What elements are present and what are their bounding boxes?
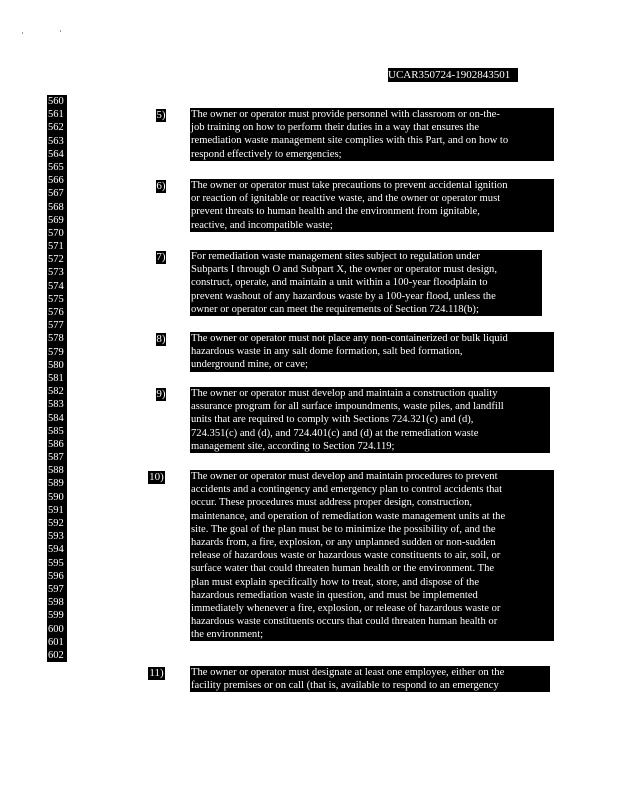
line-number: 595 [48, 557, 64, 569]
line-number: 572 [48, 254, 64, 266]
line-number: 573 [48, 267, 64, 279]
line-number-column [47, 95, 67, 662]
line-number: 576 [48, 307, 64, 318]
line-number: 590 [48, 491, 64, 503]
line-number: 563 [48, 135, 64, 147]
paragraph-line: management site, according to Section 724.119; [191, 440, 395, 452]
line-number: 560 [48, 96, 64, 107]
paragraph-line: hazardous waste constituents occurs that could threaten human health or [191, 616, 498, 628]
paragraph-line: assurance program for all surface impoundments, waste piles, and landfill [191, 401, 504, 413]
paragraph-line: remediation waste management site complies with this Part, and on how to [191, 135, 509, 147]
line-number: 600 [48, 623, 64, 635]
paragraph-line: release of hazardous waste or hazardous waste constituents to air, soil, or [191, 550, 501, 562]
item-paragraph [190, 250, 542, 316]
line-number: 571 [48, 241, 64, 253]
line-number: 564 [48, 148, 64, 160]
line-number: 566 [48, 175, 64, 187]
item-paragraph [190, 179, 554, 232]
line-number: 586 [48, 438, 64, 450]
line-number: 574 [48, 280, 64, 292]
paragraph-line: plan must explain specifically how to treat, store, and dispose of the [191, 576, 480, 588]
paragraph-line: owner or operator can meet the requirements of Section 724.118(b); [191, 303, 479, 315]
paragraph-line: hazardous remediation waste in question, and must be implemented [191, 589, 478, 601]
line-number: 568 [48, 201, 64, 213]
item-paragraph [190, 108, 554, 161]
paragraph-line: the environment; [191, 629, 264, 641]
item-paragraph [190, 470, 554, 641]
line-number: 598 [48, 597, 64, 609]
line-number: 594 [48, 544, 64, 556]
paragraph-line: hazards from, a fire, explosion, or any unplanned sudden or non-sudden [191, 536, 496, 548]
line-number: 593 [48, 531, 64, 543]
line-number: 585 [48, 425, 64, 437]
line-number: 589 [48, 478, 64, 490]
line-number: 561 [48, 109, 64, 121]
paragraph-line: For remediation waste management sites subject to regulation under [191, 251, 480, 262]
paragraph-line: The owner or operator must not place any non-containerized or bulk liquid [191, 333, 508, 344]
item-number: 9) [156, 388, 166, 400]
paragraph-line: occur. These procedures must address proper design, construction, [191, 497, 473, 509]
line-number: 567 [48, 188, 64, 200]
line-number: 582 [48, 386, 64, 398]
line-number: 562 [48, 122, 64, 134]
item-number: 7) [156, 251, 166, 263]
line-number: 580 [48, 359, 64, 371]
line-number: 596 [48, 570, 64, 582]
item-number: 11) [149, 667, 164, 679]
paragraph-line: The owner or operator must take precautions to prevent accidental ignition [191, 180, 508, 191]
paragraph-line: or reaction of ignitable or reactive waste, and the owner or operator must [191, 193, 501, 205]
line-number: 565 [48, 161, 64, 173]
line-number: 569 [48, 214, 64, 226]
line-number: 602 [48, 649, 64, 661]
line-number: 601 [48, 636, 64, 648]
line-number: 584 [48, 412, 64, 424]
paragraph-line: Subparts I through O and Subpart X, the owner or operator must design, [191, 264, 497, 276]
item-number: 6) [156, 180, 166, 192]
paragraph-line: facility premises or on call (that is, available to respond to an emergency [191, 680, 499, 692]
line-number: 583 [48, 399, 64, 411]
paragraph-line: 724.351(c) and (d), and 724.401(c) and (d) at the remediation waste [191, 427, 479, 439]
paragraph-line: site. The goal of the plan must be to minimize the possibility of, and the [191, 523, 496, 535]
paragraph-line: hazardous waste in any salt dome formation, salt bed formation, [191, 346, 463, 358]
paragraph-line: The owner or operator must designate at least one employee, either on the [191, 667, 505, 678]
paragraph-line: prevent washout of any hazardous waste by a 100-year flood, unless the [191, 290, 496, 302]
paragraph-line: surface water that could threaten human health or the environment. The [191, 563, 495, 575]
paragraph-line: job training on how to perform their duties in a way that ensures the [191, 122, 480, 134]
item-number: 8) [156, 333, 166, 345]
line-number: 588 [48, 465, 64, 477]
line-number: 575 [48, 293, 64, 305]
paragraph-line: accidents and a contingency and emergency plan to control accidents that [191, 484, 503, 496]
line-number: 581 [48, 372, 64, 384]
paragraph-line: immediately whenever a fire, explosion, or release of hazardous waste or [191, 602, 501, 614]
paragraph-line: The owner or operator must develop and maintain a construction quality [191, 388, 498, 399]
item-paragraph [190, 332, 554, 372]
paragraph-line: units that are required to comply with Sections 724.321(c) and (d), [191, 414, 474, 426]
paragraph-line: respond effectively to emergencies; [191, 148, 342, 160]
scan-mark [60, 30, 61, 32]
paragraph-line: construct, operate, and maintain a unit within a 100-year floodplain to [191, 277, 488, 289]
item-number: 10) [149, 471, 164, 483]
paragraph-line: maintenance, and operation of remediation waste management units at the [191, 510, 506, 522]
paragraph-line: prevent threats to human health and the environment from ignitable, [191, 206, 480, 218]
document-id: UCAR350724-1902843501 [388, 68, 518, 82]
line-number: 587 [48, 452, 64, 464]
item-paragraph [190, 387, 550, 453]
item-paragraph [190, 666, 550, 692]
line-number: 578 [48, 333, 64, 345]
line-number: 599 [48, 610, 64, 622]
line-number: 577 [48, 320, 64, 332]
paragraph-line: The owner or operator must develop and maintain procedures to prevent [191, 471, 498, 482]
line-number: 570 [48, 227, 64, 239]
line-number: 592 [48, 518, 64, 529]
paragraph-line: reactive, and incompatible waste; [191, 219, 333, 231]
line-number: 597 [48, 583, 64, 595]
line-number: 579 [48, 346, 64, 358]
line-number: 591 [48, 504, 64, 516]
paragraph-line: The owner or operator must provide personnel with classroom or on-the- [191, 109, 500, 120]
scan-mark [22, 32, 23, 34]
paragraph-line: underground mine, or cave; [191, 359, 308, 371]
item-number: 5) [156, 109, 166, 121]
